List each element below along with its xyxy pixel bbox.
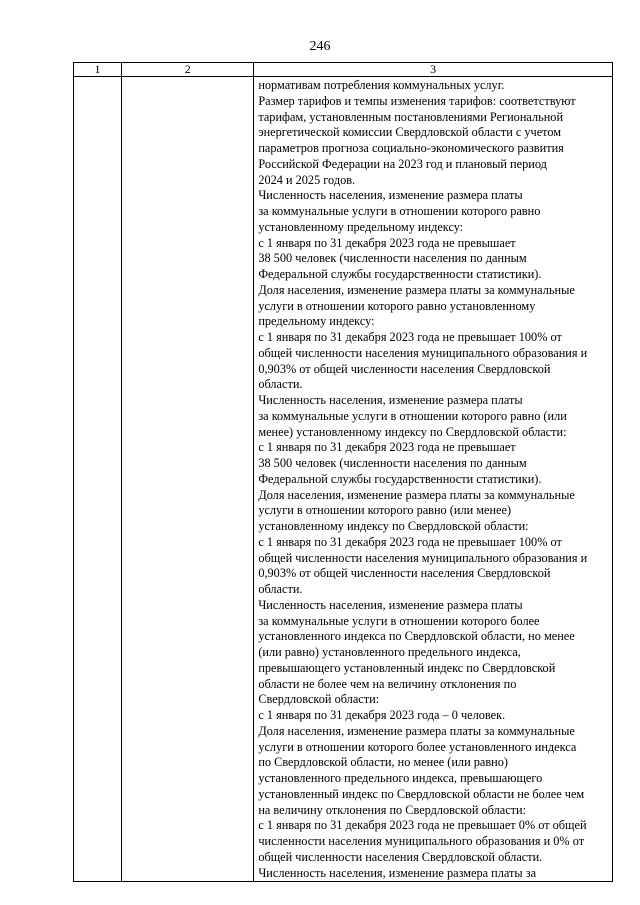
text-line: 38 500 человек (численности населения по данным [258,456,527,470]
text-line: области не более чем на величину отклонения по [258,676,517,691]
text-line: Федеральной службы государственности статистики). [258,471,542,486]
text-line: области. [258,377,303,392]
text-line: по Свердловской области, но менее (или равно) [258,755,508,770]
text-line: параметров прогноза социально-экономического развития [258,141,564,155]
text-line: 0,903% от общей численности населения Свердловской [258,361,551,376]
text-line: Численность населения, изменение размера платы за [258,865,537,880]
text-line: Федеральной службы государственности статистики). [258,267,542,281]
text-line: за коммунальные услуги в отношении которого равно [258,204,541,218]
text-line: установленный индекс по Свердловской области не более чем [258,786,585,801]
column-3-text [258,78,609,881]
text-line: Доля населения, изменение размера платы за коммунальные [258,282,575,297]
text-line: Российской Федерации на 2023 год и плановый период [258,156,547,171]
text-line: услуги в отношении которого более установленного индекса [258,739,577,754]
text-line: Численность населения, изменение размера платы [258,597,523,612]
text-line: превышающего установленный индекс по Свердловской [258,660,556,675]
column-1-cell [74,77,122,882]
text-line: численности населения муниципального образования и 0% от [258,834,585,848]
text-line: общей численности населения муниципального образования и [258,345,588,360]
column-header-2: 2 [122,63,254,77]
text-line: установленному индексу по Свердловской области: [258,519,529,533]
text-line: 0,903% от общей численности населения Свердловской [258,566,551,581]
text-line: Доля населения, изменение размера платы за коммунальные [258,487,575,502]
text-line: области. [258,582,303,596]
text-line: предельному индексу: [258,314,375,329]
text-line: за коммунальные услуги в отношении которого равно (или [258,408,567,423]
column-header-3: 3 [254,63,613,77]
text-line: установленного индекса по Свердловской области, но менее [258,629,575,644]
text-line: Доля населения, изменение размера платы за коммунальные [258,723,575,738]
text-line: 38 500 человек (численности населения по данным [258,251,527,266]
text-line: с 1 января по 31 декабря 2023 года не превышает 0% от общей [258,818,587,833]
table-body-row [74,77,613,882]
text-line: услуги в отношении которого равно установленному [258,298,536,313]
column-header-1: 1 [74,63,122,77]
text-line: Численность населения, изменение размера платы [258,188,523,203]
text-line: Размер тарифов и темпы изменения тарифов: соответствуют [258,93,576,108]
page-number: 246 [309,39,331,54]
text-line: на величину отклонения по Свердловской области: [258,802,527,817]
text-line: с 1 января по 31 декабря 2023 года не превышает [258,440,516,455]
text-line: (или равно) установленного предельного индекса, [258,645,521,659]
text-line: за коммунальные услуги в отношении которого более [258,613,540,628]
text-line: с 1 января по 31 декабря 2023 года не превышает 100% от [258,330,562,344]
text-line: энергетической комиссии Свердловской области с учетом [258,125,562,140]
column-3-cell [254,77,613,882]
text-line: установленному предельному индексу: [258,219,464,234]
text-line: Свердловской области: [258,692,380,707]
text-line: Численность населения, изменение размера платы [258,393,523,407]
text-line: 2024 и 2025 годов. [258,172,356,187]
text-line: с 1 января по 31 декабря 2023 года – 0 человек. [258,708,506,722]
column-2-cell [122,77,254,882]
document-table [73,62,613,882]
text-line: общей численности населения муниципального образования и [258,550,588,565]
text-line: с 1 января по 31 декабря 2023 года не превышает [258,235,516,250]
text-line: установленного предельного индекса, превышающего [258,771,543,785]
table-header-row [74,63,613,77]
text-line: тарифам, установленным постановлениями Региональной [258,109,564,124]
text-line: менее) установленному индексу по Свердловской области: [258,424,567,439]
text-line: с 1 января по 31 декабря 2023 года не превышает 100% от [258,534,562,549]
text-line: общей численности населения Свердловской области. [258,849,543,864]
text-line: нормативам потребления коммунальных услуг. [258,78,505,92]
text-line: услуги в отношении которого равно (или менее) [258,503,512,518]
